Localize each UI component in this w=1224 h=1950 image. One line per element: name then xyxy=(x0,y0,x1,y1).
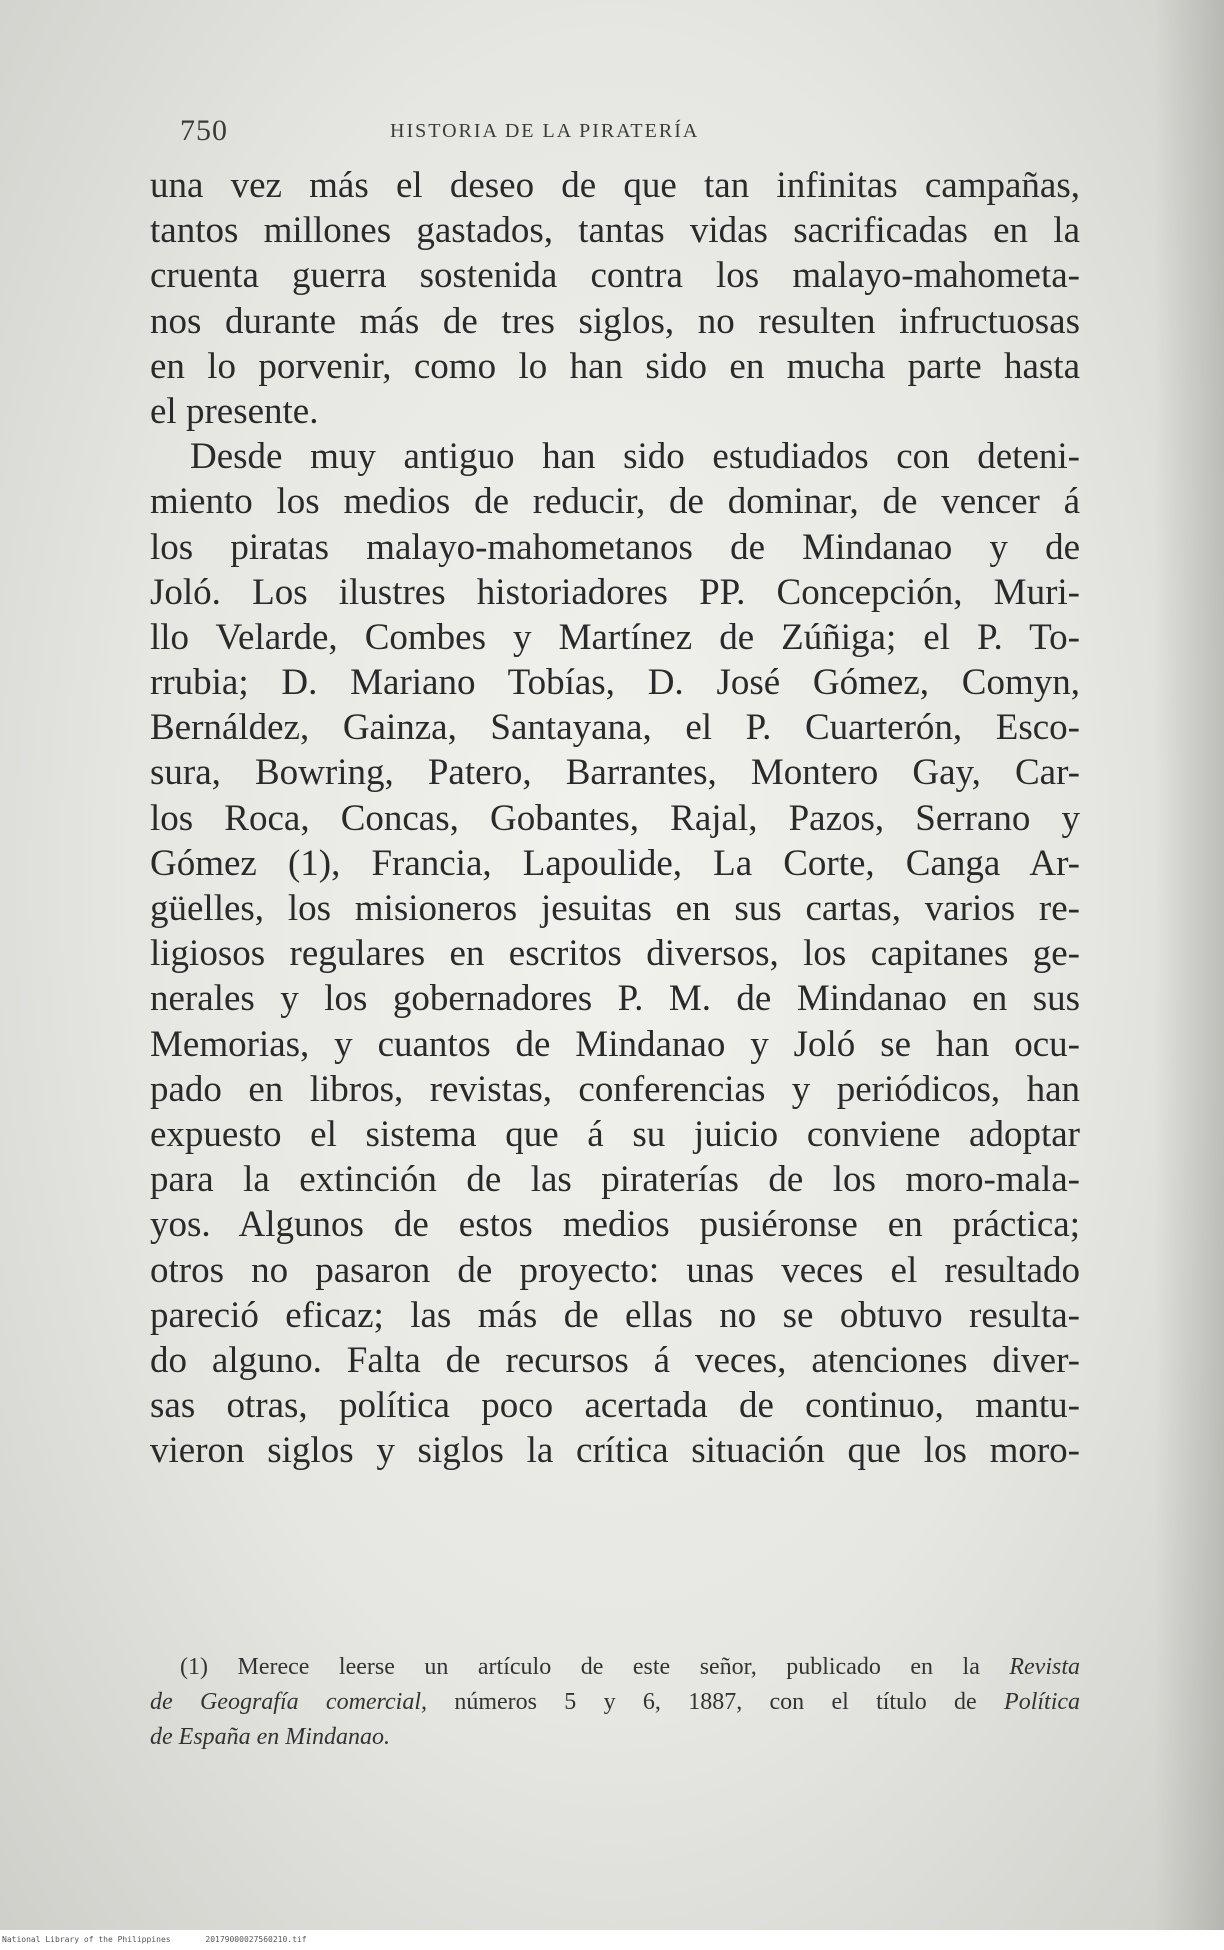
text-line: Joló. Los ilustres historiadores PP. Concepción, Muri- xyxy=(150,571,1080,613)
footnote-text: (1) Merece leerse un artículo de este señor, publicado en la xyxy=(180,1654,980,1680)
text-line: para la extinción de las piraterías de los moro-mala- xyxy=(150,1159,1080,1201)
page-edge-shadow xyxy=(1154,0,1224,1930)
text-line: Desde muy antiguo han sido estudiados con deteni- xyxy=(190,436,1080,478)
text-line: pado en libros, revistas, conferencias y periódicos, han xyxy=(150,1068,1080,1110)
footnote-line xyxy=(150,1650,1080,1685)
body-text xyxy=(150,163,1080,1473)
footnote-italic: de España en Mindanao. xyxy=(150,1724,390,1750)
page-number: 750 xyxy=(180,114,228,147)
text-line: pareció eficaz; las más de ellas no se obtuvo resulta- xyxy=(150,1294,1080,1336)
page-header xyxy=(180,114,1080,154)
footnote-line xyxy=(150,1720,1080,1755)
footnote-italic: Política xyxy=(1004,1689,1081,1715)
text-line: do alguno. Falta de recursos á veces, atenciones diver- xyxy=(150,1339,1080,1381)
text-line: rrubia; D. Mariano Tobías, D. José Gómez, Comyn, xyxy=(150,662,1080,704)
text-line: el presente. xyxy=(150,390,319,432)
text-line: otros no pasaron de proyecto: unas veces el resultado xyxy=(150,1249,1080,1291)
text-line: sura, Bowring, Patero, Barrantes, Montero Gay, Car- xyxy=(150,752,1080,794)
text-line: Gómez (1), Francia, Lapoulide, La Corte, Canga Ar- xyxy=(150,842,1080,884)
text-line: una vez más el deseo de que tan infinitas campañas, xyxy=(150,165,1080,206)
text-line: los piratas malayo-mahometanos de Mindanao y de xyxy=(150,526,1080,568)
catalog-file: 20179000027560210.tif xyxy=(205,1935,307,1944)
text-line: en lo porvenir, como lo han sido en mucha parte hasta xyxy=(150,345,1080,387)
text-line: cruenta guerra sostenida contra los malayo-mahometa- xyxy=(150,255,1080,297)
footnote-italic: Revista xyxy=(1009,1654,1080,1680)
text-line: nos durante más de tres siglos, no resulten infructuosas xyxy=(150,300,1080,342)
catalog-source: National Library of the Philippines xyxy=(2,1935,171,1944)
text-line: tantos millones gastados, tantas vidas sacrificadas en la xyxy=(150,210,1080,252)
text-line: güelles, los misioneros jesuitas en sus cartas, varios re- xyxy=(150,888,1080,929)
text-line: llo Velarde, Combes y Martínez de Zúñiga; el P. To- xyxy=(150,616,1080,658)
text-line: vieron siglos y siglos la crítica situación que los moro- xyxy=(150,1430,1080,1472)
text-line: Bernáldez, Gainza, Santayana, el P. Cuarterón, Esco- xyxy=(150,707,1080,749)
text-line: sas otras, política poco acertada de continuo, mantu- xyxy=(150,1385,1080,1427)
catalog-strip xyxy=(0,1930,1224,1950)
footnote-line xyxy=(150,1685,1080,1720)
text-line: ligiosos regulares en escritos diversos, los capitanes ge- xyxy=(150,933,1080,975)
text-line: expuesto el sistema que á su juicio conviene adoptar xyxy=(150,1113,1080,1155)
text-line: yos. Algunos de estos medios pusiéronse en práctica; xyxy=(150,1204,1080,1246)
text-line: miento los medios de reducir, de dominar, de vencer á xyxy=(150,481,1080,523)
running-title: HISTORIA DE LA PIRATERÍA xyxy=(390,120,700,142)
text-line: los Roca, Concas, Gobantes, Rajal, Pazos, Serrano y xyxy=(150,797,1080,839)
text-line: nerales y los gobernadores P. M. de Mindanao en sus xyxy=(150,978,1080,1020)
text-line: Memorias, y cuantos de Mindanao y Joló se han ocu- xyxy=(150,1023,1080,1065)
footnote-italic: de Geografía comercial, xyxy=(150,1689,427,1715)
footnote xyxy=(150,1650,1080,1755)
footnote-text: números 5 y 6, 1887, con el título de xyxy=(454,1689,977,1715)
